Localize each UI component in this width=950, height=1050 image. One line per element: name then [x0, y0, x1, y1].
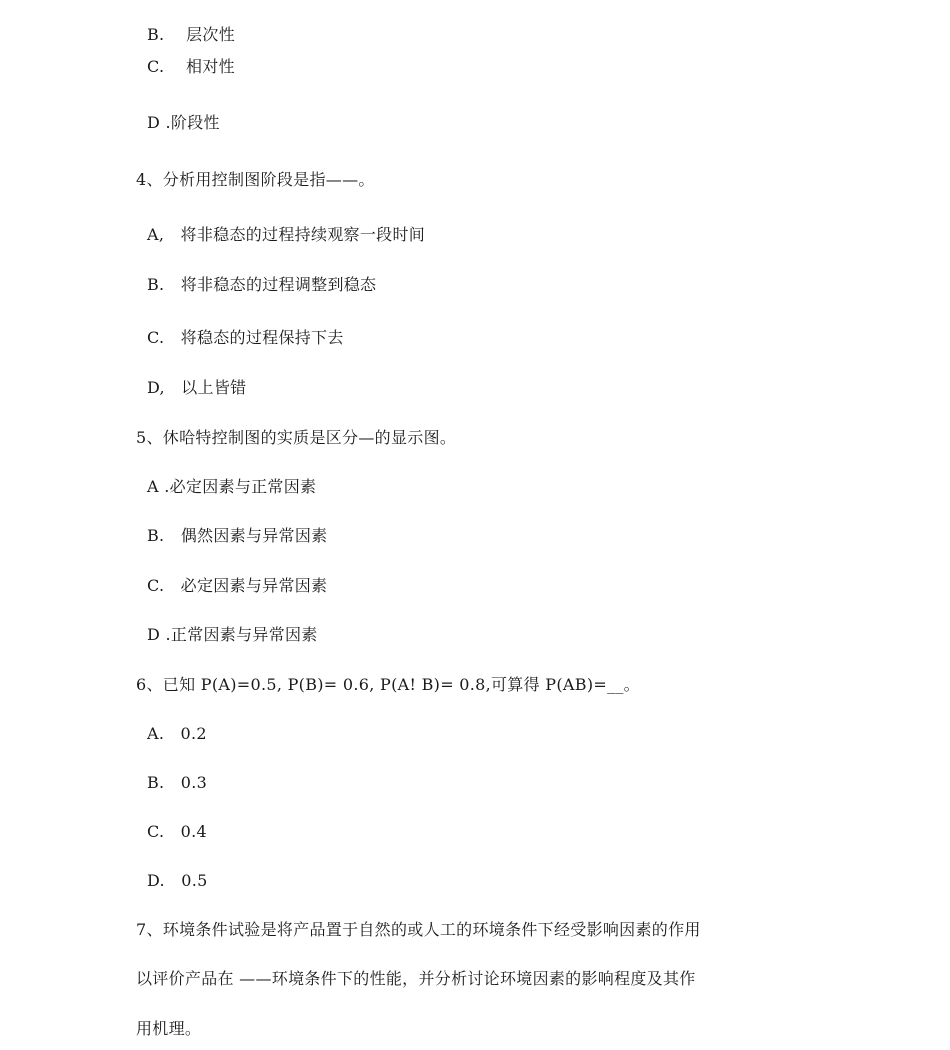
question-5-option-a: A .必定因素与正常因素: [147, 477, 317, 496]
option-c-prev: C. 相对性: [147, 57, 235, 76]
option-d-prev: D .阶段性: [147, 113, 220, 132]
question-4-option-a: A, 将非稳态的过程持续观察一段时间: [147, 225, 426, 244]
question-7-stem-line-2: 以评价产品在 ——环境条件下的性能，并分析讨论环境因素的影响程度及其作: [136, 969, 696, 988]
question-5-stem: 5、休哈特控制图的实质是区分—的显示图。: [136, 428, 457, 447]
question-6-stem: 6、已知 P(A)=0.5, P(B)= 0.6, P(A! B)= 0.8,可算得 P(AB)=__。: [136, 675, 640, 694]
question-6-option-d: D. 0.5: [147, 871, 208, 890]
question-5-option-d: D .正常因素与异常因素: [147, 625, 318, 644]
option-b-prev: B. 层次性: [147, 25, 236, 44]
question-6-option-c: C. 0.4: [147, 822, 208, 841]
question-6-option-a: A. 0.2: [147, 724, 207, 743]
question-4-stem: 4、分析用控制图阶段是指——。: [136, 170, 375, 189]
question-7-stem-line-3: 用机理。: [136, 1019, 202, 1038]
question-4-option-b: B. 将非稳态的过程调整到稳态: [147, 275, 377, 294]
question-5-option-c: C. 必定因素与异常因素: [147, 576, 328, 595]
question-4-option-c: C. 将稳态的过程保持下去: [147, 328, 344, 347]
question-7-stem-line-1: 7、环境条件试验是将产品置于自然的或人工的环境条件下经受影响因素的作用: [136, 920, 701, 939]
question-6-option-b: B. 0.3: [147, 773, 208, 792]
question-5-option-b: B. 偶然因素与异常因素: [147, 526, 328, 545]
question-4-option-d: D, 以上皆错: [147, 378, 247, 397]
